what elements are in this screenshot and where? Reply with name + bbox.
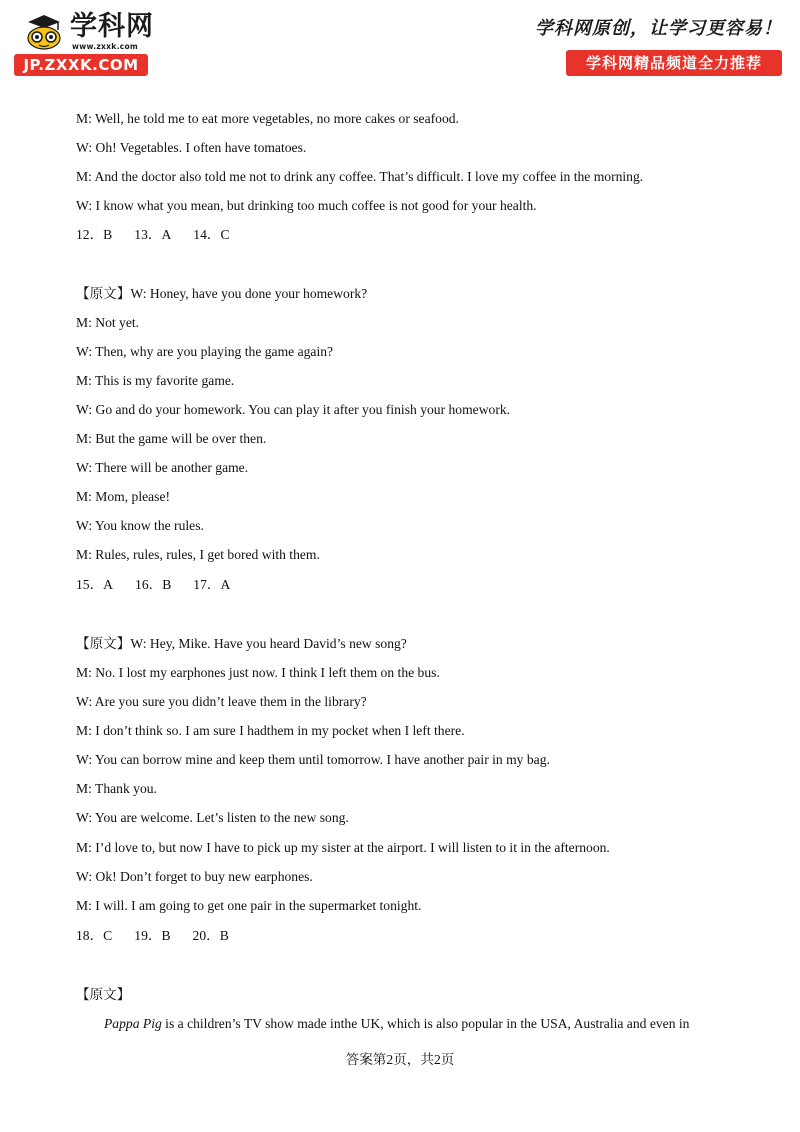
dialogue-line: M: Thank you. (76, 781, 157, 796)
dialogue-line: W: You can borrow mine and keep them until tomorrow. I have another pair in my bag. (76, 752, 550, 767)
show-title: Pappa Pig (104, 1016, 162, 1031)
answer-item: 18．C (76, 928, 113, 943)
answer-item: 20．B (192, 928, 229, 943)
dialogue-line: W: Ok! Don’t forget to buy new earphones. (76, 869, 313, 884)
dialogue-line: M: I don’t think so. I am sure I hadthem in my pocket when I left there. (76, 723, 465, 738)
dialogue-line: M: This is my favorite game. (76, 373, 235, 388)
dialogue-line: M: Mom, please! (76, 489, 171, 504)
dialogue-line: W: Then, why are you playing the game again? (76, 344, 334, 359)
dialogue-line: W: Go and do your homework. You can play it after you finish your homework. (76, 402, 511, 417)
dialogue-line: W: There will be another game. (76, 460, 249, 475)
answer-item: 16．B (135, 577, 172, 592)
dialogue-line: W: You know the rules. (76, 518, 204, 533)
answer-item: 13．A (134, 227, 172, 242)
answer-key (76, 577, 252, 593)
logo-text: 学科网 (70, 11, 154, 42)
passage-text: is a children’s TV show made inthe UK, which is also popular in the USA, Australia and even in (161, 1016, 690, 1031)
dialogue-line: M: I will. I am going to get one pair in the supermarket tonight. (76, 898, 422, 913)
channel-badge[interactable]: 学科网精品频道全力推荐 (566, 50, 782, 76)
passage-line (76, 1016, 689, 1032)
slogan: 学科网原创，让学习更容易！ (535, 18, 782, 39)
answer-item: 17．A (193, 577, 231, 592)
transcript-heading: 【原文】 (76, 987, 131, 1002)
logo-badge[interactable]: JP.ZXXK.COM (14, 54, 148, 76)
dialogue-line: W: You are welcome. Let’s listen to the new song. (76, 810, 349, 825)
logo-url: www.zxxk.com (72, 42, 139, 51)
transcript-heading-line: 【原文】W: Hey, Mike. Have you heard David’s new song? (76, 636, 407, 651)
answer-item: 12．B (76, 227, 113, 242)
dialogue-line: M: But the game will be over then. (76, 431, 267, 446)
dialogue-line: M: I’d love to, but now I have to pick up my sister at the airport. I will listen to it in the afternoon. (76, 840, 610, 855)
answer-item: 15．A (76, 577, 114, 592)
dialogue-line: W: Are you sure you didn’t leave them in the library? (76, 694, 367, 709)
answer-item: 19．B (134, 928, 171, 943)
dialogue-line: M: Well, he told me to eat more vegetables, no more cakes or seafood. (76, 111, 459, 126)
dialogue-line: W: Oh! Vegetables. I often have tomatoes. (76, 140, 307, 155)
page-footer: 答案第2页，共2页 (345, 1052, 455, 1067)
dialogue-line: M: No. I lost my earphones just now. I think I left them on the bus. (76, 665, 440, 680)
answer-key (76, 227, 252, 243)
owl-mascot-icon (24, 14, 64, 50)
answer-key (76, 928, 251, 944)
dialogue-line: M: Not yet. (76, 315, 140, 330)
zxxk-logo[interactable] (14, 10, 164, 78)
page-header (0, 0, 800, 90)
dialogue-line: W: I know what you mean, but drinking too much coffee is not good for your health. (76, 198, 537, 213)
dialogue-line: M: And the doctor also told me not to drink any coffee. That’s difficult. I love my coffee in the morning. (76, 169, 644, 184)
answer-item: 14．C (193, 227, 230, 242)
dialogue-line: M: Rules, rules, rules, I get bored with them. (76, 547, 320, 562)
transcript-heading-line: 【原文】W: Honey, have you done your homework? (76, 286, 368, 301)
